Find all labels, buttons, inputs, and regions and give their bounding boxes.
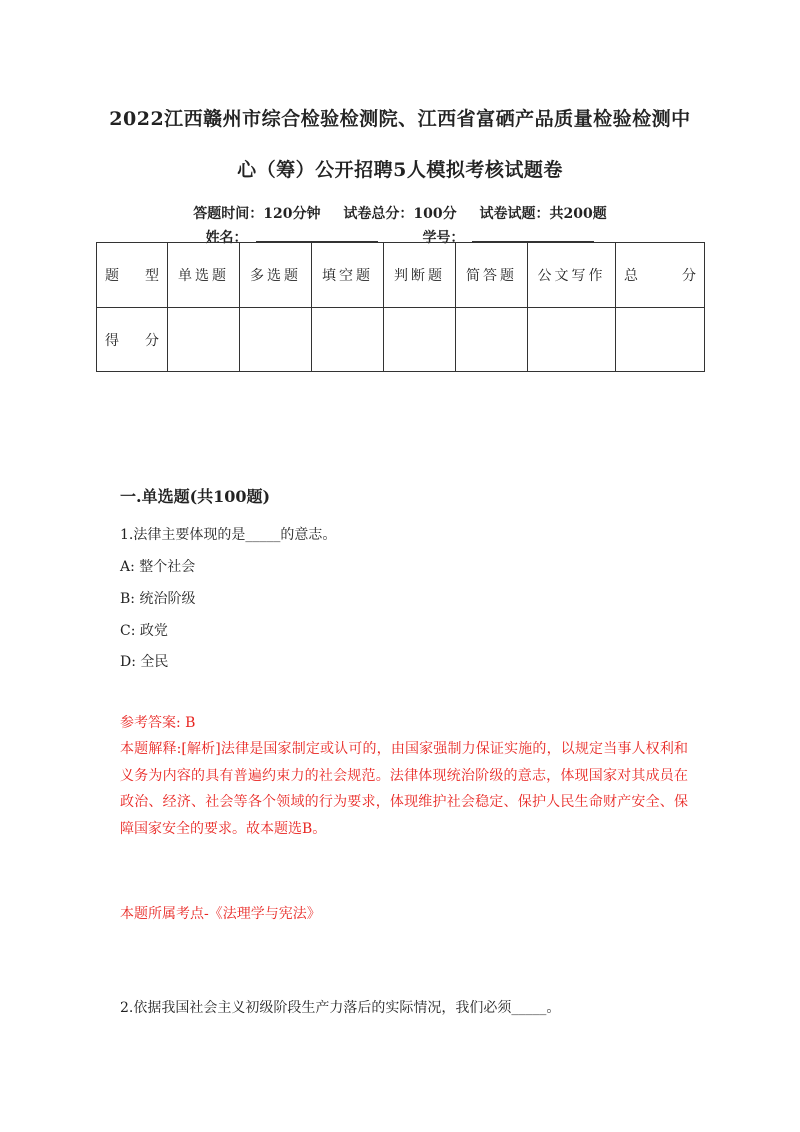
col-fill-blank: 填空题 xyxy=(312,243,384,308)
score-label-char2: 分 xyxy=(145,332,159,349)
exam-total-questions: 试卷试题：共200题 xyxy=(479,206,607,222)
score-cell-document-writing[interactable] xyxy=(528,308,616,372)
score-table-score-row xyxy=(97,308,705,372)
question-1-topic: 本题所属考点-《法理学与宪法》 xyxy=(120,906,321,922)
question-2-stem: 2.依据我国社会主义初级阶段生产力落后的实际情况，我们必须_____。 xyxy=(120,1000,561,1016)
exam-time: 答题时间：120分钟 xyxy=(193,206,321,222)
page-title-line2: 心（筹）公开招聘5人模拟考核试题卷 xyxy=(237,159,563,181)
student-id-blank[interactable] xyxy=(472,229,594,242)
total-label-char2: 分 xyxy=(682,268,696,284)
score-cell-total[interactable] xyxy=(616,308,705,372)
question-1-option-d: D: 全民 xyxy=(120,654,169,670)
score-cell-true-false[interactable] xyxy=(384,308,456,372)
type-label-char2: 型 xyxy=(145,268,159,284)
question-1-explanation: 本题解释:[解析]法律是国家制定或认可的，由国家强制力保证实施的，以规定当事人权利和义务为内容的具有普遍约束力的社会规范。法律体现统治阶级的意志，体现国家对其成员在政治、经济、社会等各个领域的行为要求，体现维护社会稳定、保护人民生命财产安全、保障国家安全的要求。故本题选B。 xyxy=(120,741,688,837)
question-1-answer: 参考答案: B xyxy=(120,715,196,731)
type-label-char1: 题 xyxy=(105,268,119,284)
score-table-header-row xyxy=(97,243,705,308)
question-1-option-a: A: 整个社会 xyxy=(120,559,196,575)
col-document-writing: 公文写作 xyxy=(528,243,616,308)
score-table xyxy=(96,242,705,372)
name-blank[interactable] xyxy=(256,229,378,242)
section-title: 一.单选题(共100题) xyxy=(120,487,271,506)
type-label-cell xyxy=(97,243,168,308)
score-cell-fill-blank[interactable] xyxy=(312,308,384,372)
name-label: 姓名： xyxy=(205,230,248,246)
total-label-char1: 总 xyxy=(624,268,638,284)
student-id-label: 学号： xyxy=(422,230,465,246)
question-1-option-c: C: 政党 xyxy=(120,623,168,639)
exam-total-score: 试卷总分：100分 xyxy=(343,206,457,222)
score-label-char1: 得 xyxy=(105,332,119,349)
exam-meta xyxy=(0,203,800,223)
col-true-false: 判断题 xyxy=(384,243,456,308)
score-cell-single-choice[interactable] xyxy=(168,308,240,372)
score-cell-multiple-choice[interactable] xyxy=(240,308,312,372)
col-short-answer: 简答题 xyxy=(456,243,528,308)
col-multiple-choice: 多选题 xyxy=(240,243,312,308)
page-title-line1: 2022江西赣州市综合检验检测院、江西省富硒产品质量检验检测中 xyxy=(109,108,691,130)
question-1-stem: 1.法律主要体现的是_____的意志。 xyxy=(120,527,337,543)
total-label-cell xyxy=(616,243,705,308)
score-label-cell xyxy=(97,308,168,372)
col-single-choice: 单选题 xyxy=(168,243,240,308)
question-1-option-b: B: 统治阶级 xyxy=(120,591,196,607)
score-cell-short-answer[interactable] xyxy=(456,308,528,372)
